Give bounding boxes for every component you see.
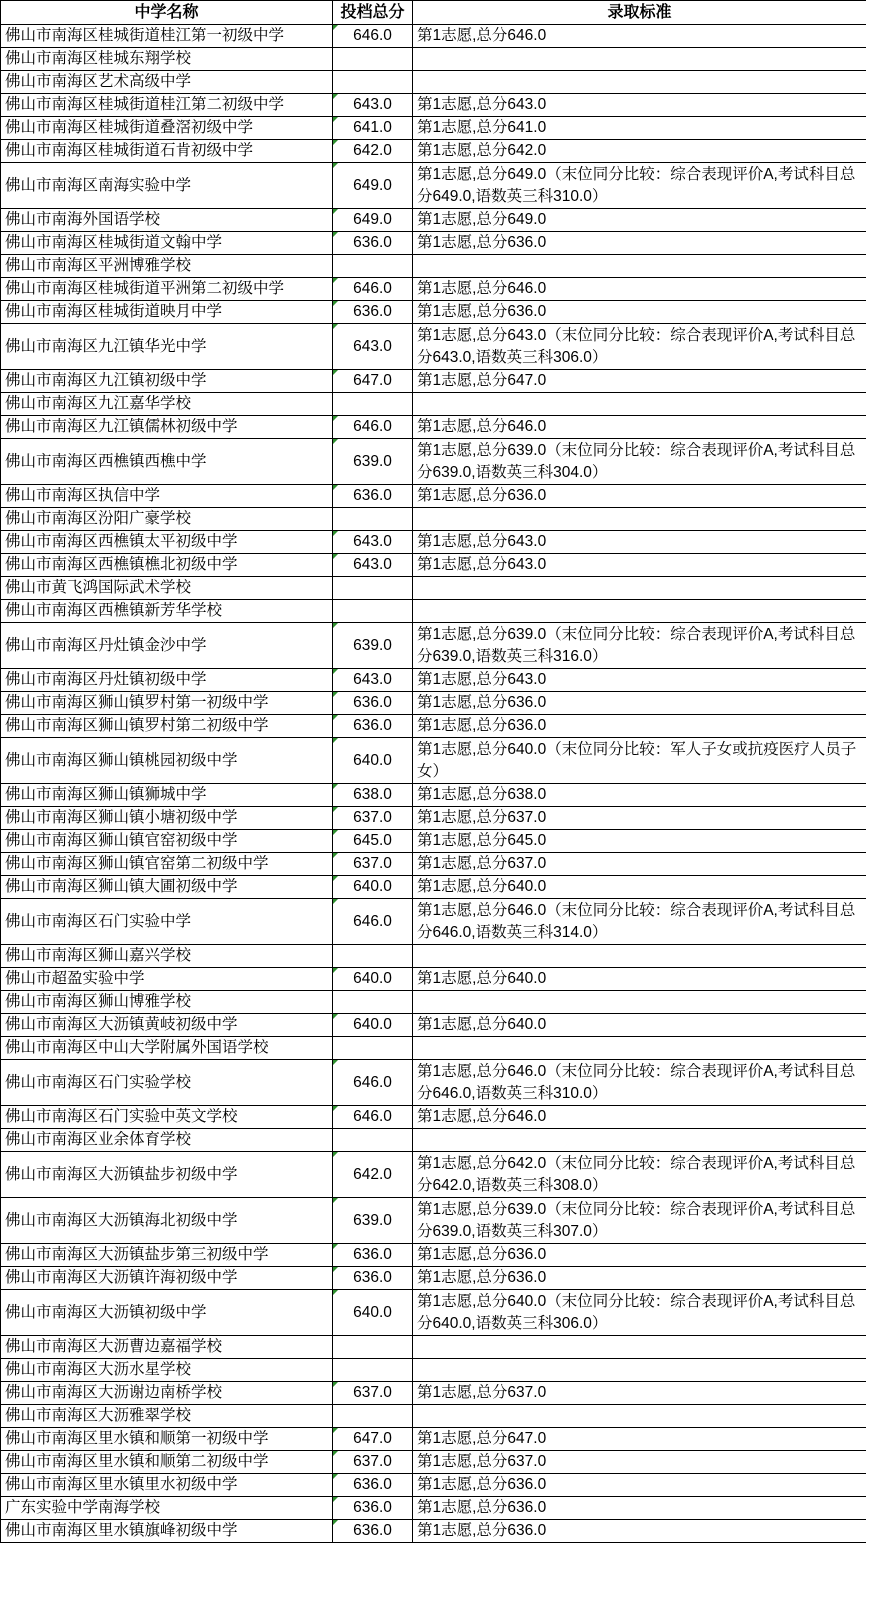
school-name-cell[interactable]: 佛山市南海区大沥镇许海初级中学: [1, 1267, 333, 1290]
table-row: [1, 623, 867, 669]
table-row: [1, 991, 867, 1014]
admission-standard-cell[interactable]: 第1志愿,总分643.0: [413, 94, 867, 117]
admission-standard-cell[interactable]: [413, 600, 867, 623]
admission-standard-cell[interactable]: 第1志愿,总分636.0: [413, 1497, 867, 1520]
admission-standard-cell[interactable]: [413, 255, 867, 278]
school-name-cell[interactable]: 佛山市南海区桂城街道平洲第二初级中学: [1, 278, 333, 301]
school-name-cell[interactable]: 佛山市南海区中山大学附属外国语学校: [1, 1037, 333, 1060]
admission-standard-cell[interactable]: 第1志愿,总分645.0: [413, 830, 867, 853]
school-name-cell[interactable]: 佛山市南海区大沥谢边南桥学校: [1, 1382, 333, 1405]
total-score-cell[interactable]: 641.0: [333, 117, 413, 140]
header-school-name[interactable]: 中学名称: [1, 1, 333, 25]
table-row: [1, 1520, 867, 1543]
table-row: [1, 554, 867, 577]
admission-standard-cell[interactable]: 第1志愿,总分642.0: [413, 140, 867, 163]
table-row: [1, 1244, 867, 1267]
total-score-cell[interactable]: 636.0: [333, 1474, 413, 1497]
school-name-cell[interactable]: 佛山市南海区桂城街道文翰中学: [1, 232, 333, 255]
admission-standard-cell[interactable]: [413, 48, 867, 71]
school-name-cell[interactable]: 佛山市南海区大沥镇海北初级中学: [1, 1198, 333, 1244]
admission-standard-cell[interactable]: 第1志愿,总分643.0: [413, 669, 867, 692]
school-name-cell[interactable]: 佛山市南海区九江镇初级中学: [1, 370, 333, 393]
school-name-cell[interactable]: 佛山市南海区大沥镇黄岐初级中学: [1, 1014, 333, 1037]
table-row: [1, 669, 867, 692]
school-name-cell[interactable]: 佛山市南海区狮山镇官窑初级中学: [1, 830, 333, 853]
admission-standard-cell[interactable]: 第1志愿,总分639.0（末位同分比较：综合表现评价A,考试科目总分639.0,语数英三科316.0）: [413, 623, 867, 669]
total-score-cell[interactable]: [333, 945, 413, 968]
total-score-cell[interactable]: 637.0: [333, 1382, 413, 1405]
total-score-cell[interactable]: 637.0: [333, 853, 413, 876]
admission-standard-cell[interactable]: 第1志愿,总分641.0: [413, 117, 867, 140]
table-row: [1, 393, 867, 416]
admission-standard-cell[interactable]: [413, 991, 867, 1014]
admission-standard-cell[interactable]: 第1志愿,总分637.0: [413, 1382, 867, 1405]
total-score-cell[interactable]: 643.0: [333, 554, 413, 577]
table-row: [1, 968, 867, 991]
table-row: [1, 71, 867, 94]
total-score-cell[interactable]: 646.0: [333, 278, 413, 301]
school-name-cell[interactable]: 佛山市南海区西樵镇新芳华学校: [1, 600, 333, 623]
school-name-cell[interactable]: 佛山市南海区桂城东翔学校: [1, 48, 333, 71]
table-row: [1, 439, 867, 485]
admission-standard-cell[interactable]: 第1志愿,总分638.0: [413, 784, 867, 807]
school-name-cell[interactable]: 佛山市南海区大沥镇盐步第三初级中学: [1, 1244, 333, 1267]
admission-standard-cell[interactable]: 第1志愿,总分642.0（末位同分比较：综合表现评价A,考试科目总分642.0,语数英三科308.0）: [413, 1152, 867, 1198]
admission-standard-cell[interactable]: 第1志愿,总分637.0: [413, 853, 867, 876]
school-name-cell[interactable]: 佛山市南海区里水镇和顺第一初级中学: [1, 1428, 333, 1451]
table-row: [1, 1014, 867, 1037]
table-row: [1, 738, 867, 784]
school-name-cell[interactable]: 佛山市南海区大沥曹边嘉福学校: [1, 1336, 333, 1359]
school-name-cell[interactable]: 佛山市南海区里水镇和顺第二初级中学: [1, 1451, 333, 1474]
school-name-cell[interactable]: 佛山市南海区九江镇儒林初级中学: [1, 416, 333, 439]
school-name-cell[interactable]: 佛山市南海区狮山镇罗村第二初级中学: [1, 715, 333, 738]
table-row: [1, 830, 867, 853]
total-score-cell[interactable]: [333, 1359, 413, 1382]
school-name-cell[interactable]: 佛山市黄飞鸿国际武术学校: [1, 577, 333, 600]
table-row: [1, 301, 867, 324]
school-name-cell[interactable]: 佛山市南海区石门实验中英文学校: [1, 1106, 333, 1129]
admission-standard-cell[interactable]: 第1志愿,总分646.0: [413, 278, 867, 301]
admission-standard-cell[interactable]: [413, 1129, 867, 1152]
admission-standard-cell[interactable]: 第1志愿,总分640.0: [413, 1014, 867, 1037]
table-row: [1, 25, 867, 48]
total-score-cell[interactable]: 636.0: [333, 1244, 413, 1267]
school-name-cell[interactable]: 佛山市南海区狮山镇大圃初级中学: [1, 876, 333, 899]
table-row: [1, 209, 867, 232]
admission-standard-cell[interactable]: 第1志愿,总分643.0（末位同分比较：综合表现评价A,考试科目总分643.0,语数英三科306.0）: [413, 324, 867, 370]
school-name-cell[interactable]: 佛山市南海区丹灶镇初级中学: [1, 669, 333, 692]
total-score-cell[interactable]: 640.0: [333, 968, 413, 991]
admission-standard-cell[interactable]: [413, 508, 867, 531]
total-score-cell[interactable]: 646.0: [333, 1106, 413, 1129]
header-total-score[interactable]: 投档总分: [333, 1, 413, 25]
table-row: [1, 577, 867, 600]
total-score-cell[interactable]: 636.0: [333, 232, 413, 255]
school-name-cell[interactable]: 佛山市南海区里水镇里水初级中学: [1, 1474, 333, 1497]
total-score-cell[interactable]: 642.0: [333, 1152, 413, 1198]
school-name-cell[interactable]: 佛山市南海区丹灶镇金沙中学: [1, 623, 333, 669]
total-score-cell[interactable]: 640.0: [333, 738, 413, 784]
table-row: [1, 416, 867, 439]
admission-standard-cell[interactable]: 第1志愿,总分646.0: [413, 25, 867, 48]
table-row: [1, 1497, 867, 1520]
table-row: [1, 1290, 867, 1336]
admission-standard-cell[interactable]: 第1志愿,总分646.0（末位同分比较：综合表现评价A,考试科目总分646.0,语数英三科314.0）: [413, 899, 867, 945]
school-name-cell[interactable]: 佛山市南海区南海实验中学: [1, 163, 333, 209]
total-score-cell[interactable]: 640.0: [333, 1014, 413, 1037]
header-admission-standard[interactable]: 录取标准: [413, 1, 867, 25]
total-score-cell[interactable]: 637.0: [333, 1451, 413, 1474]
school-name-cell[interactable]: 佛山市南海区执信中学: [1, 485, 333, 508]
table-row: [1, 140, 867, 163]
total-score-cell[interactable]: 646.0: [333, 1060, 413, 1106]
school-name-cell[interactable]: 佛山市南海区大沥水星学校: [1, 1359, 333, 1382]
school-name-cell[interactable]: 佛山市南海区西樵镇西樵中学: [1, 439, 333, 485]
admission-standard-cell[interactable]: 第1志愿,总分636.0: [413, 692, 867, 715]
total-score-cell[interactable]: 643.0: [333, 94, 413, 117]
table-row: [1, 876, 867, 899]
admission-standard-cell[interactable]: 第1志愿,总分647.0: [413, 370, 867, 393]
school-name-cell[interactable]: 佛山市南海区艺术高级中学: [1, 71, 333, 94]
school-name-cell[interactable]: 佛山市南海区狮山镇罗村第一初级中学: [1, 692, 333, 715]
table-row: [1, 94, 867, 117]
table-row: [1, 715, 867, 738]
table-row: [1, 370, 867, 393]
total-score-cell[interactable]: 637.0: [333, 807, 413, 830]
table-row: [1, 784, 867, 807]
total-score-cell[interactable]: 640.0: [333, 1290, 413, 1336]
table-row: [1, 117, 867, 140]
total-score-cell[interactable]: 636.0: [333, 1497, 413, 1520]
total-score-cell[interactable]: 636.0: [333, 301, 413, 324]
total-score-cell[interactable]: 639.0: [333, 623, 413, 669]
admission-standard-cell[interactable]: 第1志愿,总分643.0: [413, 531, 867, 554]
total-score-cell[interactable]: 645.0: [333, 830, 413, 853]
admission-standard-cell[interactable]: 第1志愿,总分643.0: [413, 554, 867, 577]
table-row: [1, 600, 867, 623]
table-row: [1, 1359, 867, 1382]
school-name-cell[interactable]: 佛山市南海区狮山镇小塘初级中学: [1, 807, 333, 830]
admission-standard-cell[interactable]: 第1志愿,总分636.0: [413, 301, 867, 324]
table-row: [1, 485, 867, 508]
table-row: [1, 232, 867, 255]
total-score-cell[interactable]: [333, 1129, 413, 1152]
table-row: [1, 1267, 867, 1290]
school-name-cell[interactable]: 佛山市南海区桂城街道桂江第二初级中学: [1, 94, 333, 117]
table-row: [1, 1152, 867, 1198]
table-row: [1, 1451, 867, 1474]
school-name-cell[interactable]: 佛山市南海区大沥雅翠学校: [1, 1405, 333, 1428]
school-name-cell[interactable]: 佛山市南海区西樵镇太平初级中学: [1, 531, 333, 554]
table-row: [1, 1336, 867, 1359]
table-row: [1, 1428, 867, 1451]
admission-standard-cell[interactable]: 第1志愿,总分636.0: [413, 1267, 867, 1290]
total-score-cell[interactable]: [333, 1405, 413, 1428]
school-name-cell[interactable]: 佛山市南海区里水镇旗峰初级中学: [1, 1520, 333, 1543]
table-row: [1, 945, 867, 968]
total-score-cell[interactable]: 643.0: [333, 324, 413, 370]
table-row: [1, 692, 867, 715]
table-row: [1, 853, 867, 876]
admission-standard-cell[interactable]: [413, 945, 867, 968]
school-name-cell[interactable]: 佛山市超盈实验中学: [1, 968, 333, 991]
table-row: [1, 1129, 867, 1152]
school-name-cell[interactable]: 佛山市南海区桂城街道映月中学: [1, 301, 333, 324]
admission-standard-cell[interactable]: 第1志愿,总分646.0（末位同分比较：综合表现评价A,考试科目总分646.0,语数英三科310.0）: [413, 1060, 867, 1106]
total-score-cell[interactable]: 647.0: [333, 1428, 413, 1451]
school-name-cell[interactable]: 佛山市南海区业余体育学校: [1, 1129, 333, 1152]
total-score-cell[interactable]: 642.0: [333, 140, 413, 163]
table-row: [1, 899, 867, 945]
table-row: [1, 278, 867, 301]
school-name-cell[interactable]: 佛山市南海区汾阳广豪学校: [1, 508, 333, 531]
table-row: [1, 807, 867, 830]
admission-standard-cell[interactable]: 第1志愿,总分636.0: [413, 232, 867, 255]
school-name-cell[interactable]: 佛山市南海区平洲博雅学校: [1, 255, 333, 278]
table-row: [1, 531, 867, 554]
total-score-cell[interactable]: [333, 600, 413, 623]
school-name-cell[interactable]: 佛山市南海区石门实验中学: [1, 899, 333, 945]
table-row: [1, 1405, 867, 1428]
school-name-cell[interactable]: 广东实验中学南海学校: [1, 1497, 333, 1520]
admission-standard-cell[interactable]: [413, 393, 867, 416]
admission-standard-cell[interactable]: [413, 71, 867, 94]
table-row: [1, 1474, 867, 1497]
admission-standard-cell[interactable]: 第1志愿,总分640.0（末位同分比较：军人子女或抗疫医疗人员子女）: [413, 738, 867, 784]
school-name-cell[interactable]: 佛山市南海区石门实验学校: [1, 1060, 333, 1106]
table-row: [1, 324, 867, 370]
school-name-cell[interactable]: 佛山市南海区大沥镇初级中学: [1, 1290, 333, 1336]
school-name-cell[interactable]: 佛山市南海外国语学校: [1, 209, 333, 232]
school-name-cell[interactable]: 佛山市南海区狮山博雅学校: [1, 991, 333, 1014]
school-name-cell[interactable]: 佛山市南海区九江嘉华学校: [1, 393, 333, 416]
admission-standard-cell[interactable]: 第1志愿,总分636.0: [413, 715, 867, 738]
admission-standard-cell[interactable]: 第1志愿,总分636.0: [413, 1244, 867, 1267]
table-row: [1, 48, 867, 71]
admission-standard-cell[interactable]: 第1志愿,总分646.0: [413, 416, 867, 439]
total-score-cell[interactable]: 636.0: [333, 1267, 413, 1290]
admission-standard-cell[interactable]: 第1志愿,总分639.0（末位同分比较：综合表现评价A,考试科目总分639.0,语数英三科307.0）: [413, 1198, 867, 1244]
school-name-cell[interactable]: 佛山市南海区九江镇华光中学: [1, 324, 333, 370]
school-name-cell[interactable]: 佛山市南海区桂城街道桂江第一初级中学: [1, 25, 333, 48]
admission-standard-cell[interactable]: [413, 1405, 867, 1428]
total-score-cell[interactable]: 636.0: [333, 715, 413, 738]
total-score-cell[interactable]: 646.0: [333, 416, 413, 439]
total-score-cell[interactable]: 636.0: [333, 485, 413, 508]
header-row: [1, 1, 867, 25]
total-score-cell[interactable]: 639.0: [333, 439, 413, 485]
table-row: [1, 1037, 867, 1060]
table-row: [1, 1106, 867, 1129]
school-name-cell[interactable]: 佛山市南海区桂城街道叠滘初级中学: [1, 117, 333, 140]
admission-standard-cell[interactable]: 第1志愿,总分647.0: [413, 1428, 867, 1451]
total-score-cell[interactable]: [333, 991, 413, 1014]
total-score-cell[interactable]: [333, 393, 413, 416]
table-row: [1, 508, 867, 531]
total-score-cell[interactable]: [333, 71, 413, 94]
table-row: [1, 255, 867, 278]
admission-standard-cell[interactable]: 第1志愿,总分637.0: [413, 807, 867, 830]
total-score-cell[interactable]: 640.0: [333, 876, 413, 899]
total-score-cell[interactable]: 646.0: [333, 899, 413, 945]
school-name-cell[interactable]: 佛山市南海区狮山镇狮城中学: [1, 784, 333, 807]
total-score-cell[interactable]: 636.0: [333, 1520, 413, 1543]
total-score-cell[interactable]: 649.0: [333, 209, 413, 232]
total-score-cell[interactable]: [333, 255, 413, 278]
total-score-cell[interactable]: 646.0: [333, 25, 413, 48]
total-score-cell[interactable]: 636.0: [333, 692, 413, 715]
admission-standard-cell[interactable]: 第1志愿,总分646.0: [413, 1106, 867, 1129]
total-score-cell[interactable]: [333, 577, 413, 600]
total-score-cell[interactable]: [333, 1037, 413, 1060]
school-name-cell[interactable]: 佛山市南海区西樵镇樵北初级中学: [1, 554, 333, 577]
total-score-cell[interactable]: 649.0: [333, 163, 413, 209]
table-row: [1, 163, 867, 209]
admission-standard-cell[interactable]: 第1志愿,总分636.0: [413, 1520, 867, 1543]
admission-standard-cell[interactable]: [413, 1037, 867, 1060]
total-score-cell[interactable]: 639.0: [333, 1198, 413, 1244]
admission-standard-cell[interactable]: 第1志愿,总分640.0: [413, 876, 867, 899]
admission-standard-cell[interactable]: 第1志愿,总分640.0（末位同分比较：综合表现评价A,考试科目总分640.0,语数英三科306.0）: [413, 1290, 867, 1336]
admission-standard-cell[interactable]: [413, 577, 867, 600]
admission-standard-cell[interactable]: [413, 1336, 867, 1359]
admission-standard-cell[interactable]: 第1志愿,总分649.0（末位同分比较：综合表现评价A,考试科目总分649.0,语数英三科310.0）: [413, 163, 867, 209]
admission-standard-cell[interactable]: [413, 1359, 867, 1382]
admission-standard-cell[interactable]: 第1志愿,总分636.0: [413, 485, 867, 508]
table-row: [1, 1382, 867, 1405]
school-name-cell[interactable]: 佛山市南海区狮山镇桃园初级中学: [1, 738, 333, 784]
admission-standard-cell[interactable]: 第1志愿,总分639.0（末位同分比较：综合表现评价A,考试科目总分639.0,语数英三科304.0）: [413, 439, 867, 485]
total-score-cell[interactable]: 647.0: [333, 370, 413, 393]
total-score-cell[interactable]: 643.0: [333, 531, 413, 554]
school-name-cell[interactable]: 佛山市南海区狮山镇官窑第二初级中学: [1, 853, 333, 876]
total-score-cell[interactable]: [333, 1336, 413, 1359]
table-row: [1, 1198, 867, 1244]
total-score-cell[interactable]: 643.0: [333, 669, 413, 692]
admission-standard-cell[interactable]: 第1志愿,总分637.0: [413, 1451, 867, 1474]
table-row: [1, 1060, 867, 1106]
total-score-cell[interactable]: [333, 508, 413, 531]
admission-standard-cell[interactable]: 第1志愿,总分649.0: [413, 209, 867, 232]
school-name-cell[interactable]: 佛山市南海区狮山嘉兴学校: [1, 945, 333, 968]
total-score-cell[interactable]: [333, 48, 413, 71]
school-name-cell[interactable]: 佛山市南海区大沥镇盐步初级中学: [1, 1152, 333, 1198]
admission-standard-cell[interactable]: 第1志愿,总分640.0: [413, 968, 867, 991]
school-name-cell[interactable]: 佛山市南海区桂城街道石肯初级中学: [1, 140, 333, 163]
total-score-cell[interactable]: 638.0: [333, 784, 413, 807]
admission-standard-cell[interactable]: 第1志愿,总分636.0: [413, 1474, 867, 1497]
